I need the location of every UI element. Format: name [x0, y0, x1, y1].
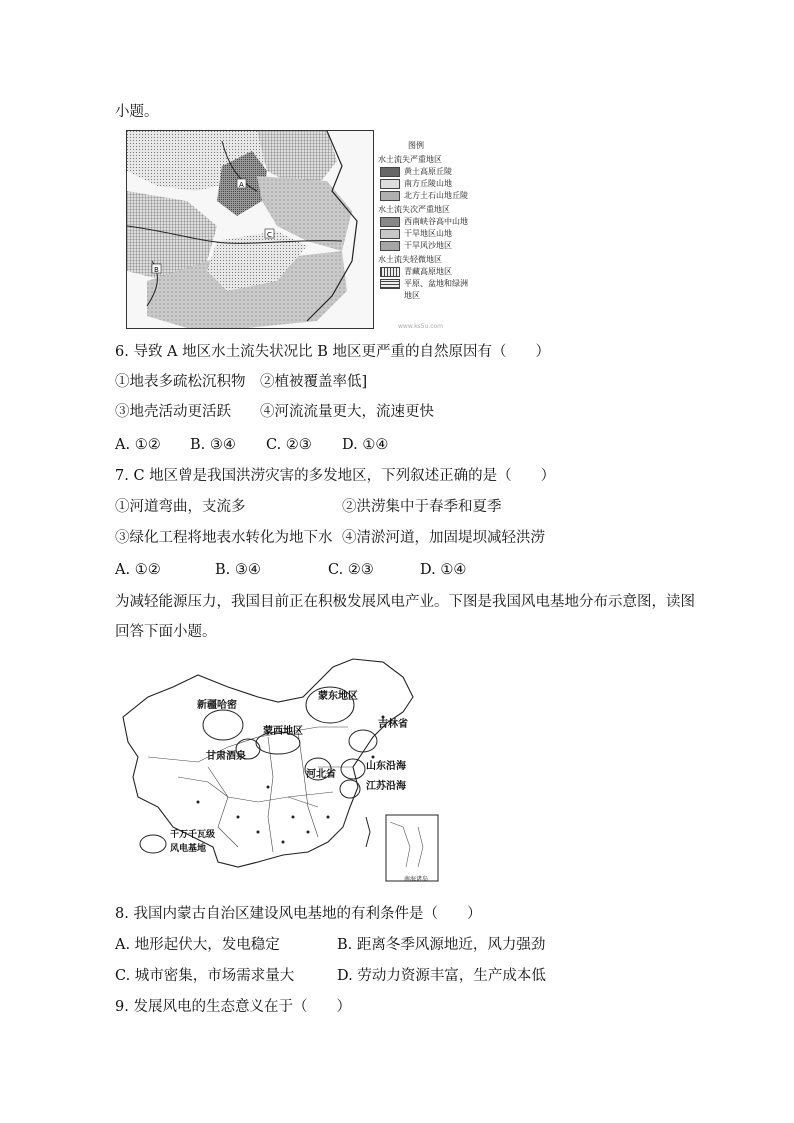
- q6-statement-1: ①地表多疏松沉积物: [115, 374, 246, 390]
- q8-answer-b[interactable]: B. 距离冬季风源地近，风力强劲: [337, 937, 546, 953]
- legend-swatch-1: [380, 167, 400, 177]
- q6-statement-3: ③地壳活动更活跃: [115, 404, 231, 420]
- label-b: B: [154, 266, 159, 274]
- map2-label-mengdong: 蒙东地区: [318, 691, 358, 702]
- legend-item-5: 干旱地区山地: [404, 229, 452, 238]
- legend-swatch-5: [380, 229, 400, 239]
- map2-label-gansu: 甘肃酒泉: [206, 751, 246, 762]
- legend-item-6: 干旱风沙地区: [404, 241, 452, 250]
- legend-ellipse: [140, 835, 166, 853]
- watermark: www.ks5u.com: [398, 323, 444, 330]
- map2-label-mengxi: 蒙西地区: [263, 726, 303, 737]
- intro-tail: 小题。: [115, 104, 159, 120]
- q7-answer-c[interactable]: C. ②③: [328, 562, 374, 578]
- q6-answer-c[interactable]: C. ②③: [266, 437, 312, 453]
- legend-item-8b: 地区: [404, 291, 420, 300]
- intro2-line1: 为减轻能源压力，我国目前正在积极发展风电产业。下图是我国风电基地分布示意图，读图: [115, 594, 695, 610]
- map2-inset-label: 南海诸岛: [404, 876, 429, 883]
- map2-label-shandong: 山东沿海: [366, 761, 406, 772]
- q9-stem: 9. 发展风电的生态意义在于（ ）: [115, 999, 351, 1015]
- q6-statement-4: ④河流流量更大，流速更快: [260, 404, 434, 420]
- map2-label-xinjiang: 新疆哈密: [197, 700, 237, 711]
- q8-answer-c[interactable]: C. 城市密集，市场需求量大: [115, 968, 295, 984]
- legend-swatch-3: [380, 191, 400, 201]
- label-c: C: [267, 231, 272, 239]
- q6-answer-b[interactable]: B. ③④: [190, 437, 236, 453]
- legend-swatch-8: [380, 279, 400, 289]
- legend-item-1: 黄土高原丘陵: [404, 167, 452, 176]
- legend-item-4: 西南峡谷高中山地: [404, 217, 468, 226]
- q7-answer-d[interactable]: D. ①④: [420, 562, 467, 578]
- legend-group3: 水土流失轻微地区: [378, 255, 442, 264]
- legend-title: 图例: [408, 141, 424, 150]
- q6-statement-2: ②植被覆盖率低]: [260, 374, 368, 390]
- map2-label-jilin: 吉林省: [378, 719, 408, 730]
- legend-group1: 水土流失严重地区: [378, 155, 442, 164]
- q7-answer-a[interactable]: A. ①②: [115, 562, 161, 578]
- label-a: A: [239, 181, 244, 189]
- map2-legend-line1: 千万千瓦级: [170, 830, 216, 840]
- q7-statement-4: ④清淤河道，加固堤坝减轻洪涝: [342, 530, 545, 546]
- legend-item-2: 南方丘陵山地: [404, 179, 452, 188]
- q7-answer-b[interactable]: B. ③④: [215, 562, 261, 578]
- legend-swatch-2: [380, 179, 400, 189]
- legend-item-8: 平原、盆地和绿洲: [404, 279, 468, 288]
- legend-swatch-4: [380, 217, 400, 227]
- q8-answer-d[interactable]: D. 劳动力资源丰富，生产成本低: [337, 968, 546, 984]
- legend-group2: 水土流失次严重地区: [378, 205, 450, 214]
- soil-erosion-map: [126, 130, 374, 329]
- map2-label-hebei: 河北省: [306, 769, 336, 780]
- q6-stem: 6. 导致 A 地区水土流失状况比 B 地区更严重的自然原因有（ ）: [115, 344, 551, 360]
- soil-erosion-map-graphic: [127, 131, 373, 328]
- wind-power-map: [118, 657, 443, 889]
- q8-stem: 8. 我国内蒙古自治区建设风电基地的有利条件是（ ）: [115, 906, 482, 922]
- q7-stem: 7. C 地区曾是我国洪涝灾害的多发地区，下列叙述正确的是（ ）: [115, 468, 556, 484]
- q7-statement-3: ③绿化工程将地表水转化为地下水: [115, 530, 333, 546]
- q8-answer-a[interactable]: A. 地形起伏大，发电稳定: [115, 937, 280, 953]
- legend-item-7: 青藏高原地区: [404, 267, 452, 276]
- map2-legend-line2: 风电基地: [170, 844, 207, 854]
- q6-answer-a[interactable]: A. ①②: [115, 437, 161, 453]
- legend-swatch-6: [380, 241, 400, 251]
- legend-item-3: 北方土石山地丘陵: [404, 191, 468, 200]
- map1-legend: [378, 140, 498, 330]
- q7-statement-2: ②洪涝集中于春季和夏季: [342, 499, 502, 515]
- intro2-line2: 回答下面小题。: [115, 624, 217, 640]
- map2-label-jiangsu: 江苏沿海: [366, 781, 406, 792]
- q6-answer-d[interactable]: D. ①④: [342, 437, 389, 453]
- q7-statement-1: ①河道弯曲，支流多: [115, 499, 246, 515]
- legend-swatch-7: [380, 267, 400, 277]
